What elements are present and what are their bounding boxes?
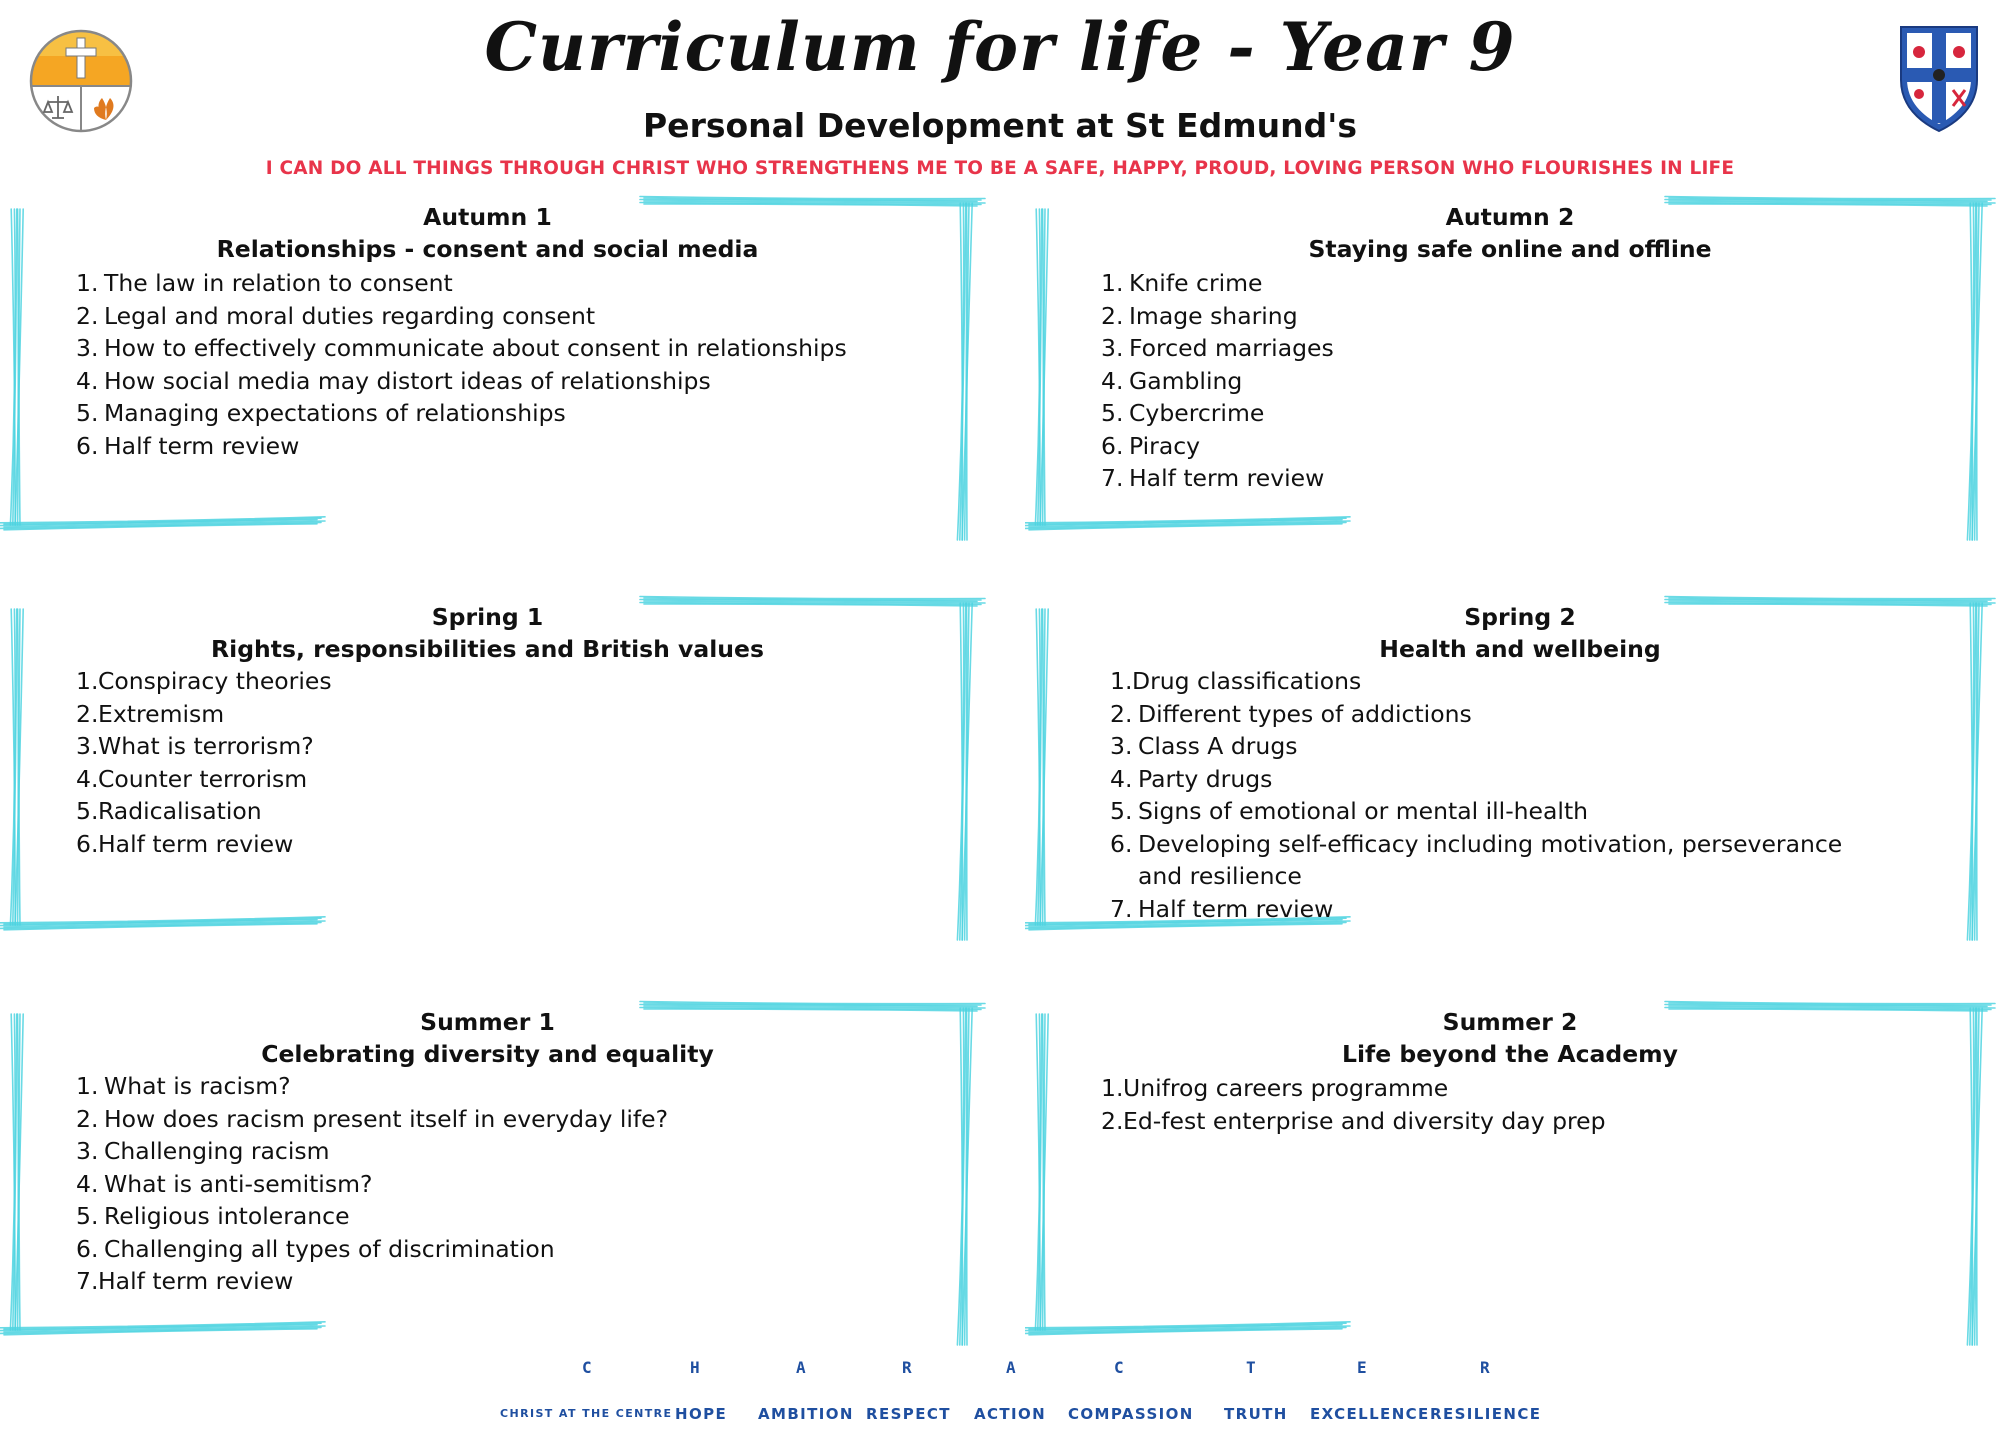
- term-heading: Autumn 1: [423, 203, 552, 231]
- brush-stroke: [1025, 1327, 1346, 1333]
- brush-stroke: [0, 917, 325, 923]
- brush-stroke: [4, 518, 321, 524]
- brush-stroke: [640, 1002, 985, 1004]
- panel-autumn-2: [1025, 195, 2000, 565]
- list-item: 6. Challenging all types of discrimination: [76, 1234, 555, 1263]
- brush-stroke: [0, 1322, 325, 1328]
- term-heading: Spring 2: [1464, 603, 1576, 631]
- brush-stroke: [4, 1329, 317, 1335]
- list-item: 1. The law in relation to consent: [76, 269, 453, 297]
- list-item: 1. Drug classifications: [1110, 667, 1362, 695]
- character-letter: A: [796, 1358, 806, 1377]
- character-value: HOPE: [675, 1405, 728, 1423]
- list-item: 2. How does racism present itself in everyday life?: [76, 1104, 669, 1133]
- brush-stroke: [4, 918, 321, 924]
- list-item: 3. Challenging racism: [76, 1137, 330, 1165]
- character-letter: H: [690, 1358, 700, 1377]
- panel-summer-2: [1025, 1000, 2000, 1370]
- term-heading: Summer 1: [420, 1008, 555, 1036]
- brush-stroke: [4, 1323, 321, 1329]
- brush-stroke: [1029, 1329, 1342, 1335]
- character-letter: T: [1246, 1358, 1256, 1377]
- brush-stroke: [1025, 522, 1346, 528]
- list-item: 3. Class A drugs: [1110, 732, 1298, 760]
- term-heading: Autumn 2: [1445, 203, 1575, 231]
- topic-list: [1101, 267, 1961, 495]
- list-item: 1. Conspiracy theories: [76, 667, 332, 695]
- character-value: EXCELLENCE: [1310, 1405, 1430, 1423]
- brush-stroke: [0, 520, 317, 526]
- page-subtitle: Personal Development at St Edmund's: [643, 106, 1357, 145]
- list-item: 3. What is terrorism?: [76, 732, 314, 760]
- brush-stroke: [640, 200, 977, 202]
- list-item: 5. Radicalisation: [76, 797, 262, 825]
- list-item: 1. Knife crime: [1101, 269, 1263, 297]
- list-item: 4. Party drugs: [1110, 764, 1273, 793]
- brush-stroke: [1665, 197, 1995, 199]
- brush-stroke: [644, 598, 981, 600]
- panel-autumn-1: [0, 195, 990, 565]
- list-item: 7. Half term review: [76, 1267, 294, 1295]
- brush-stroke: [640, 600, 977, 602]
- list-item: 4. Counter terrorism: [76, 764, 308, 793]
- character-letter: R: [902, 1358, 912, 1377]
- character-letter: A: [1006, 1358, 1016, 1377]
- character-letter: R: [1480, 1358, 1490, 1377]
- topic-heading: Health and wellbeing: [1379, 635, 1661, 663]
- brush-stroke: [1665, 597, 1995, 599]
- term-heading: Spring 1: [431, 603, 544, 631]
- brush-stroke: [1669, 1003, 1991, 1005]
- brush-stroke: [4, 921, 325, 927]
- list-item: 6. Half term review: [76, 829, 294, 858]
- panel-spring-2: [1025, 595, 2000, 965]
- brush-stroke: [644, 198, 981, 200]
- character-value: CHRIST AT THE CENTRE: [500, 1407, 673, 1420]
- list-item: 6. Half term review: [76, 431, 300, 460]
- list-item: 4. Gambling: [1101, 366, 1243, 395]
- character-letter: C: [1114, 1358, 1124, 1377]
- panel-summer-1: [0, 1000, 990, 1370]
- list-item: 5. Religious intolerance: [76, 1202, 350, 1230]
- topic-heading: Relationships - consent and social media: [216, 235, 759, 263]
- character-value: COMPASSION: [1068, 1405, 1194, 1423]
- brush-stroke: [1665, 1002, 1995, 1004]
- page-title: Curriculum for life - Year 9: [484, 8, 1516, 86]
- topic-list: [1101, 1072, 1961, 1137]
- list-item: 6. Piracy: [1101, 431, 1201, 460]
- character-value: RESPECT: [866, 1405, 951, 1423]
- brush-stroke: [1025, 1325, 1342, 1331]
- brush-stroke: [1665, 200, 1987, 202]
- topic-list: [76, 665, 956, 860]
- brush-stroke: [1029, 524, 1342, 530]
- brush-stroke: [4, 521, 325, 527]
- topic-list: [76, 267, 956, 462]
- brush-stroke: [0, 920, 317, 926]
- list-item: 2. Image sharing: [1101, 301, 1298, 330]
- brush-stroke: [640, 597, 985, 599]
- list-item: 1. Unifrog careers programme: [1101, 1074, 1449, 1102]
- character-value: AMBITION: [758, 1405, 854, 1423]
- brush-stroke: [1029, 1323, 1346, 1329]
- brush-stroke: [4, 924, 317, 930]
- brush-stroke: [0, 1325, 317, 1331]
- brush-stroke: [1669, 598, 1991, 600]
- list-item: 1. What is racism?: [76, 1072, 291, 1100]
- list-item: 3. Forced marriages: [1101, 334, 1334, 362]
- brush-stroke: [644, 1003, 981, 1005]
- brush-stroke: [1025, 1322, 1350, 1328]
- school-crest-logo: [28, 28, 134, 134]
- character-letter: E: [1357, 1358, 1367, 1377]
- brush-stroke: [0, 1327, 321, 1333]
- topic-heading: Staying safe online and offline: [1308, 235, 1712, 263]
- list-item: 2. Different types of addictions: [1110, 699, 1472, 728]
- character-acrostic-letters: [560, 1358, 1560, 1388]
- brush-stroke: [0, 922, 321, 928]
- topic-heading: Rights, responsibilities and British values: [211, 635, 764, 663]
- brush-stroke: [4, 524, 317, 530]
- topic-heading: Celebrating diversity and equality: [261, 1040, 714, 1068]
- topic-heading: Life beyond the Academy: [1342, 1040, 1678, 1068]
- brush-stroke: [640, 1005, 977, 1007]
- brush-stroke: [1029, 1326, 1350, 1332]
- topic-list: [1110, 665, 1890, 925]
- brush-stroke: [1025, 520, 1342, 526]
- list-item: 2. Ed-fest enterprise and diversity day prep: [1101, 1106, 1606, 1135]
- brush-stroke: [1025, 517, 1350, 523]
- character-value: RESILIENCE: [1430, 1405, 1542, 1423]
- list-item: 2. Legal and moral duties regarding consent: [76, 301, 596, 330]
- term-heading: Summer 2: [1442, 1008, 1578, 1036]
- list-item: 6. Developing self-efficacy including motivation, perseverance and resilience: [1110, 829, 1843, 890]
- list-item: 4. How social media may distort ideas of relationships: [76, 366, 711, 395]
- brush-stroke: [1029, 518, 1346, 524]
- shield-crest-logo: [1898, 24, 1980, 134]
- topic-list: [76, 1070, 956, 1298]
- list-item: 7. Half term review: [1101, 464, 1325, 492]
- school-motto: I CAN DO ALL THINGS THROUGH CHRIST WHO STRENGTHENS ME TO BE A SAFE, HAPPY, PROUD, LOVING PERSON WHO FLOURISHES IN LIFE: [265, 158, 1735, 179]
- character-letter: C: [582, 1358, 592, 1377]
- character-value: TRUTH: [1224, 1405, 1288, 1423]
- brush-stroke: [0, 522, 321, 528]
- character-value: ACTION: [974, 1405, 1047, 1423]
- brush-stroke: [4, 1326, 325, 1332]
- list-item: 3. How to effectively communicate about consent in relationships: [76, 334, 847, 362]
- brush-stroke: [1665, 1005, 1987, 1007]
- list-item: 5. Managing expectations of relationships: [76, 399, 566, 427]
- brush-stroke: [640, 197, 985, 199]
- brush-stroke: [1669, 198, 1991, 200]
- brush-stroke: [1029, 521, 1350, 527]
- list-item: 5. Cybercrime: [1101, 399, 1265, 427]
- panel-spring-1: [0, 595, 990, 965]
- list-item: 2. Extremism: [76, 699, 225, 728]
- brush-stroke: [0, 517, 325, 523]
- list-item: 7. Half term review: [1110, 894, 1334, 923]
- list-item: 5. Signs of emotional or mental ill-health: [1110, 797, 1589, 825]
- brush-stroke: [1665, 600, 1987, 602]
- list-item: 4. What is anti-semitism?: [76, 1169, 373, 1198]
